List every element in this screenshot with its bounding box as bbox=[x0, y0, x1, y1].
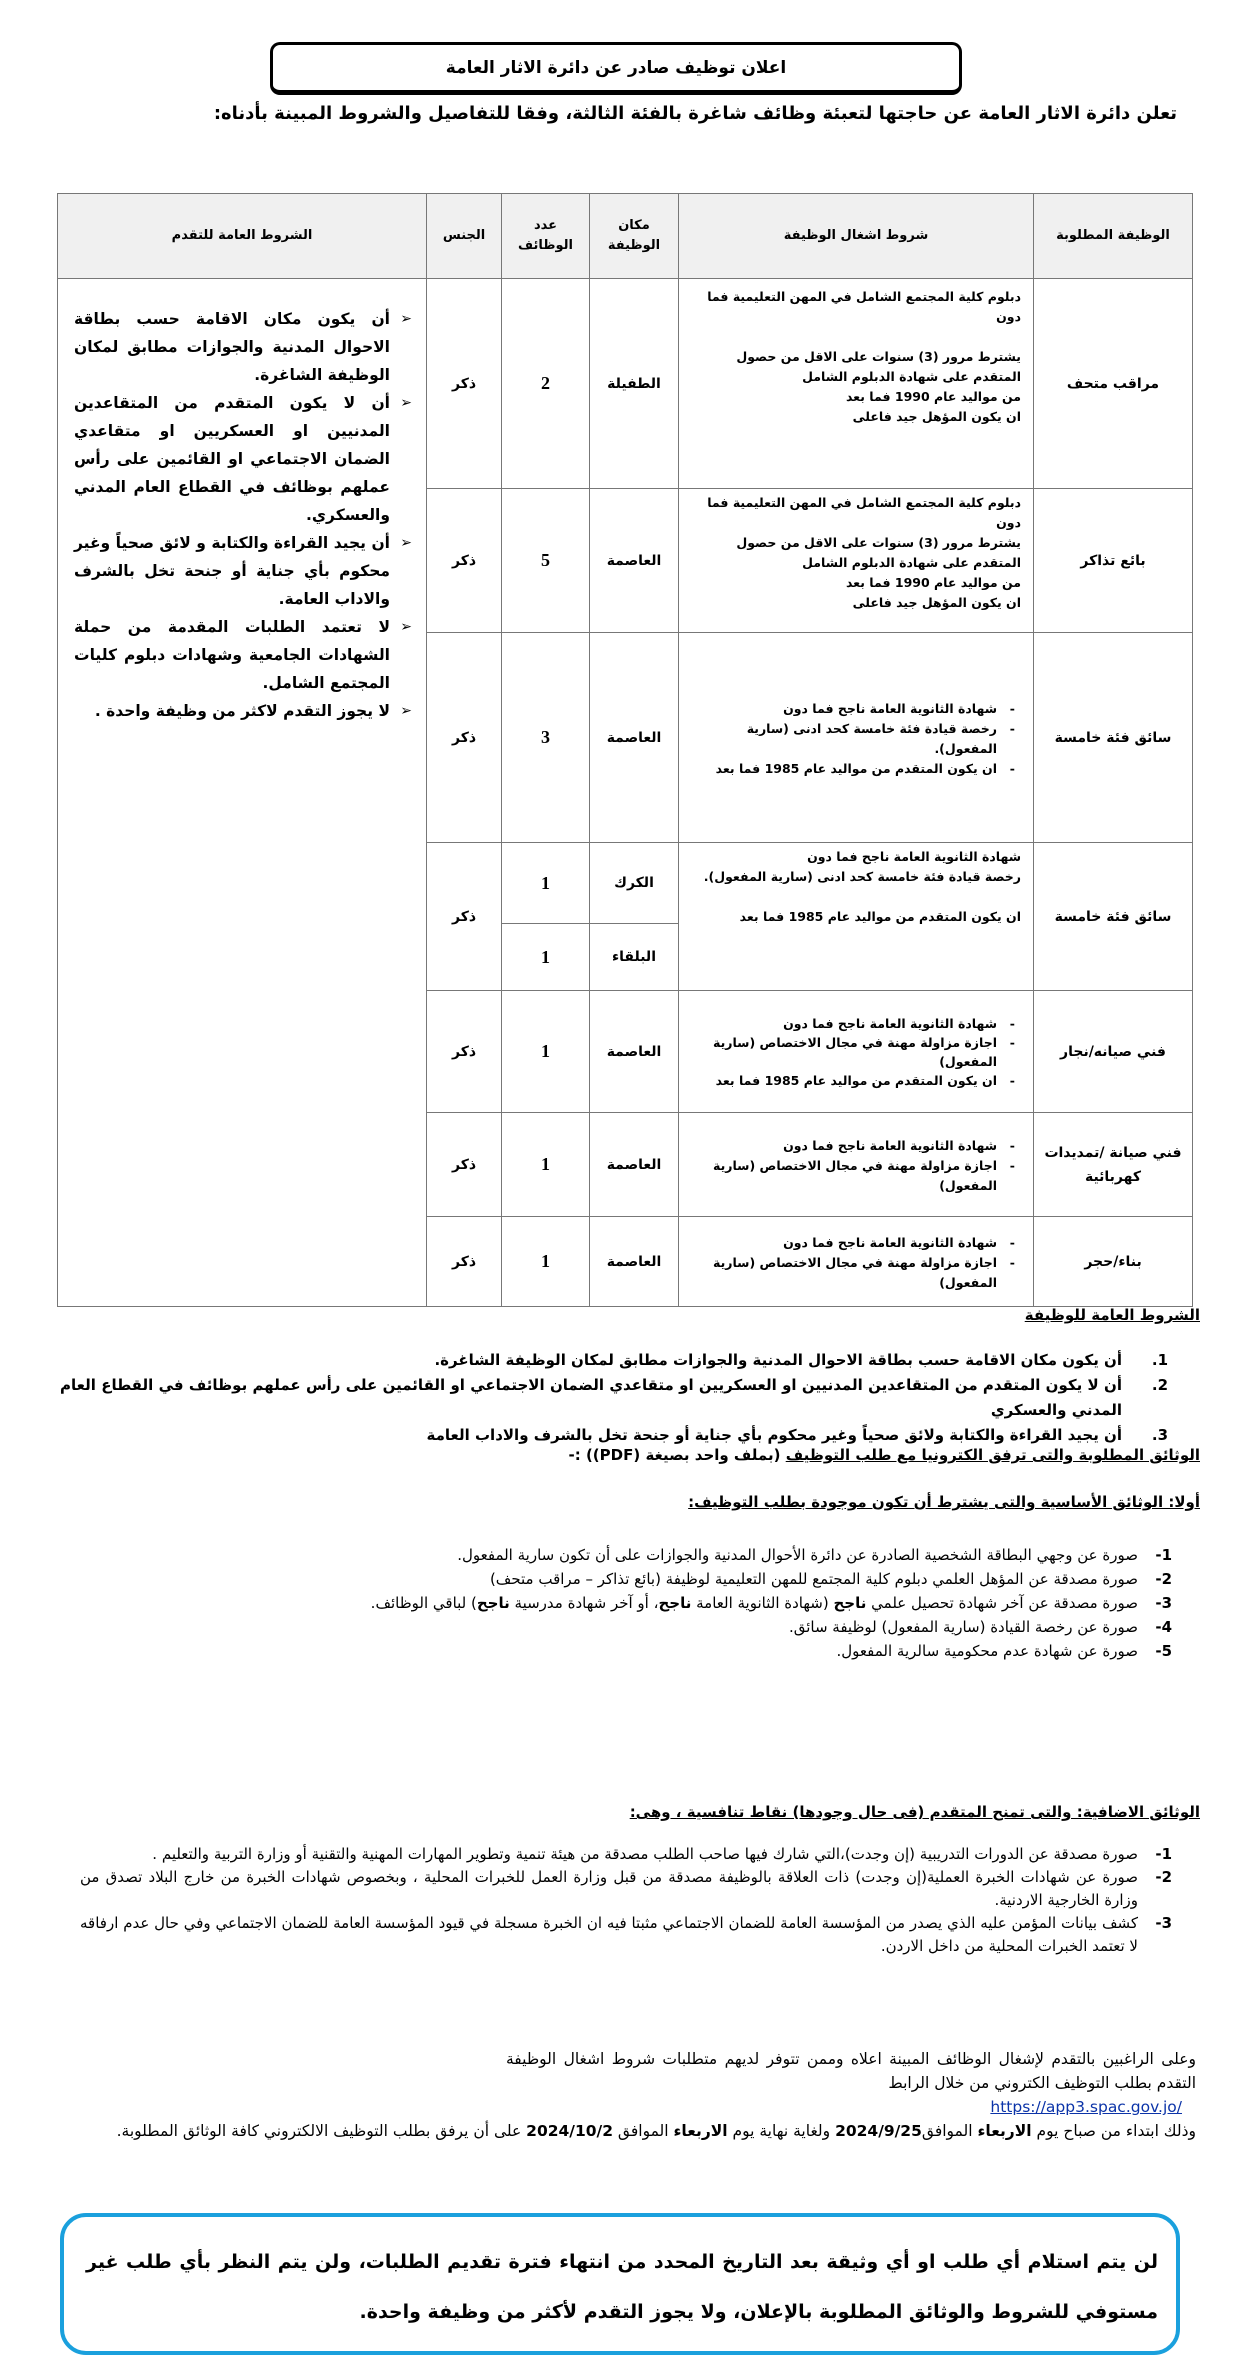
general-condition-text: أن يجيد القراءة والكتابة و لائق صحياً وغير محكوم بأي جناية أو جنحة تخل بالشرف والاداب العامة. bbox=[74, 534, 390, 608]
application-intro-text: وعلى الراغبين بالتقدم لإشغال الوظائف المبينة اعلاه وممن تتوفر لديهم متطلبات شروط اشغال الوظيفة التقدم بطلب التوظيف الكتروني من خلال الرابط bbox=[506, 2050, 1196, 2092]
list-item bbox=[60, 1348, 1200, 1373]
list-item-text: صورة مصدقة عن المؤهل العلمي دبلوم كلية المجتمع للمهن التعليمية لوظيفة (بائع تذاكر – مراقب متحف) bbox=[489, 1570, 1138, 1588]
job-place-cell: البلقاء bbox=[590, 924, 678, 990]
condition-line: من مواليد عام 1990 فما بعد bbox=[845, 575, 1021, 590]
application-link-row bbox=[90, 2095, 1196, 2119]
list-item bbox=[60, 1373, 1200, 1423]
condition-line: شهادة الثانوية العامة ناجح فما دون bbox=[783, 1234, 997, 1250]
general-conditions-cell bbox=[58, 279, 426, 1306]
arrow-bullet-icon bbox=[400, 389, 412, 417]
announcement-title: اعلان توظيف صادر عن دائرة الاثار العامة bbox=[445, 57, 787, 78]
header-count: عدد الوظائف bbox=[502, 194, 589, 278]
required-documents-heading bbox=[569, 1446, 1201, 1464]
dates-text: الموافق bbox=[613, 2122, 674, 2140]
condition-bullet-item bbox=[687, 1253, 1021, 1293]
list-number: 5- bbox=[1155, 1642, 1172, 1660]
arrow-bullet-icon bbox=[400, 613, 412, 641]
job-place-cell: الكرك bbox=[590, 843, 678, 923]
list-number: 3- bbox=[1155, 1594, 1172, 1612]
general-job-conditions-list bbox=[60, 1348, 1200, 1448]
dash-bullet-icon bbox=[1010, 699, 1015, 719]
job-count-cell: 5 bbox=[502, 489, 589, 632]
list-item bbox=[80, 1843, 1200, 1866]
job-place-cell: العاصمة bbox=[590, 1217, 678, 1306]
list-item-text: أن يكون مكان الاقامة حسب بطاقة الاحوال المدنية والجوازات مطابق لمكان الوظيفة الشاغرة. bbox=[434, 1351, 1122, 1369]
job-count-cell: 1 bbox=[502, 924, 589, 990]
condition-line: دبلوم كلية المجتمع الشامل في المهن التعليمية فما دون bbox=[707, 289, 1021, 324]
list-item bbox=[60, 1543, 1200, 1567]
list-item bbox=[60, 1567, 1200, 1591]
required-documents-format-note: (بملف واحد بصيغة (PDF)) :- bbox=[568, 1446, 786, 1464]
job-place-cell: العاصمة bbox=[590, 991, 678, 1112]
general-condition-item bbox=[74, 613, 412, 697]
list-item-text: صورة عن رخصة القيادة (سارية المفعول) لوظيفة سائق. bbox=[788, 1618, 1138, 1636]
list-item-text: ، أو آخر شهادة مدرسية bbox=[509, 1594, 659, 1612]
list-item bbox=[60, 1615, 1200, 1639]
dates-text: وذلك ابتداء من صباح يوم bbox=[1031, 2122, 1196, 2140]
condition-line: ان يكون المتقدم من مواليد عام 1985 فما بعد bbox=[739, 909, 1021, 924]
emphasis-passed: ناجح bbox=[476, 1594, 510, 1612]
header-gender: الجنس bbox=[427, 194, 501, 278]
list-number: 1. bbox=[1151, 1351, 1168, 1369]
job-count-cell: 1 bbox=[502, 1217, 589, 1306]
required-documents-title: الوثائق المطلوبة والتى ترفق الكترونيا مع طلب التوظيف bbox=[785, 1446, 1200, 1464]
list-item bbox=[60, 1639, 1200, 1663]
condition-line: يشترط مرور (3) سنوات على الاقل من حصول المتقدم على شهادة الدبلوم الشامل bbox=[736, 535, 1021, 570]
condition-line: اجازة مزاولة مهنة في مجال الاختصاص (سارية المفعول) bbox=[712, 1157, 997, 1193]
condition-bullet-item bbox=[687, 1156, 1021, 1196]
dates-text: الموافق bbox=[921, 2122, 978, 2140]
condition-line: دبلوم كلية المجتمع الشامل في المهن التعليمية فما دون bbox=[707, 495, 1021, 530]
dash-bullet-icon bbox=[1010, 719, 1015, 739]
header-general-conditions: الشروط العامة للتقدم bbox=[58, 194, 426, 278]
dates-text: على أن يرفق بطلب التوظيف الالكتروني كافة الوثائق المطلوبة. bbox=[116, 2122, 527, 2140]
start-day: الاربعاء bbox=[977, 2122, 1032, 2140]
job-place-cell: العاصمة bbox=[590, 489, 678, 632]
list-item-text: صورة مصدقة عن الدورات التدريبية (إن وجدت)،التي شارك فيها صاحب الطلب مصدقة من هيئة تنمية وتطوير المهارات المهنية والتقنية أو وزارة التربية والتعليم . bbox=[152, 1845, 1138, 1863]
condition-bullet-item bbox=[687, 699, 1021, 719]
condition-line: ان يكون المؤهل جيد فاعلى bbox=[852, 409, 1021, 424]
application-link[interactable]: https://app3.spac.gov.jo/ bbox=[990, 2098, 1182, 2116]
condition-bullet-item bbox=[687, 1136, 1021, 1156]
list-number: 1- bbox=[1155, 1845, 1172, 1863]
job-conditions-cell bbox=[679, 1113, 1033, 1216]
list-item-text: صورة عن شهادة عدم محكومية سالرية المفعول. bbox=[836, 1642, 1138, 1660]
job-title-cell: سائق فئة خامسة bbox=[1034, 633, 1192, 842]
list-item-text: صورة مصدقة عن آخر شهادة تحصيل علمي bbox=[866, 1594, 1138, 1612]
dash-bullet-icon bbox=[1010, 1014, 1015, 1033]
job-gender-cell: ذكر bbox=[427, 279, 501, 488]
job-conditions-cell bbox=[679, 1217, 1033, 1306]
emphasis-passed: ناجح bbox=[658, 1594, 692, 1612]
general-condition-item bbox=[74, 305, 412, 389]
job-count-cell: 1 bbox=[502, 843, 589, 923]
job-gender-cell: ذكر bbox=[427, 1217, 501, 1306]
job-place-cell: العاصمة bbox=[590, 1113, 678, 1216]
header-job: الوظيفة المطلوبة bbox=[1034, 194, 1192, 278]
additional-documents-heading: الوثائق الاضافية: والتى تمنح المتقدم (فى حال وجودها) نقاط تنافسية ، وهى: bbox=[629, 1803, 1200, 1821]
job-title-cell: مراقب متحف bbox=[1034, 279, 1192, 488]
condition-line: رخصة قيادة فئة خامسة كحد ادنى (سارية المفعول). bbox=[703, 869, 1021, 884]
additional-documents-list bbox=[80, 1843, 1200, 1958]
dates-text: ولغاية نهاية يوم bbox=[727, 2122, 836, 2140]
condition-line: اجازة مزاولة مهنة في مجال الاختصاص (سارية المفعول) bbox=[712, 1034, 997, 1069]
end-day: الاربعاء bbox=[673, 2122, 728, 2140]
general-condition-item bbox=[74, 697, 412, 725]
general-condition-text: أن يكون مكان الاقامة حسب بطاقة الاحوال المدنية والجوازات مطابق لمكان الوظيفة الشاغرة. bbox=[74, 310, 390, 384]
start-date: 2024/9/25 bbox=[835, 2122, 922, 2140]
condition-line: شهادة الثانوية العامة ناجح فما دون bbox=[807, 849, 1021, 864]
list-number: 3. bbox=[1151, 1426, 1168, 1444]
list-item-text: صورة عن وجهي البطاقة الشخصية الصادرة عن دائرة الأحوال المدنية والجوازات على أن تكون سارية المفعول. bbox=[457, 1546, 1138, 1564]
deadline-notice-box bbox=[60, 2213, 1180, 2355]
condition-line: ان يكون المتقدم من مواليد عام 1985 فما بعد bbox=[715, 1072, 997, 1088]
condition-line: شهادة الثانوية العامة ناجح فما دون bbox=[783, 1137, 997, 1153]
general-condition-item bbox=[74, 389, 412, 529]
dash-bullet-icon bbox=[1010, 1253, 1015, 1273]
job-count-cell: 1 bbox=[502, 1113, 589, 1216]
general-condition-item bbox=[74, 529, 412, 613]
job-count-cell: 3 bbox=[502, 633, 589, 842]
condition-bullet-item bbox=[687, 1233, 1021, 1253]
list-number: 2- bbox=[1155, 1868, 1172, 1886]
list-item-text: أن لا يكون المتقدم من المتقاعدين المدنيين او العسكريين او متقاعدي الضمان الاجتماعي او القائمين على رأس عملهم بوظائف في القطاع العام المدني والعسكري bbox=[60, 1376, 1122, 1419]
basic-documents-heading: أولا: الوثائق الأساسية والتى يشترط أن تكون موجودة بطلب التوظيف: bbox=[688, 1493, 1200, 1511]
basic-documents-list bbox=[60, 1543, 1200, 1663]
condition-bullet-item bbox=[687, 719, 1021, 759]
jobs-table bbox=[57, 193, 1193, 1307]
condition-line: ان يكون المتقدم من مواليد عام 1985 فما بعد bbox=[715, 760, 997, 776]
condition-line: من مواليد عام 1990 فما بعد bbox=[845, 389, 1021, 404]
job-conditions-cell bbox=[679, 843, 1033, 990]
list-number: 1- bbox=[1155, 1546, 1172, 1564]
spacer bbox=[687, 327, 1021, 347]
list-number: 3- bbox=[1155, 1914, 1172, 1932]
list-item-text: أن يجيد القراءة والكتابة ولائق صحياً وغير محكوم بأي جناية أو جنحة تخل بالشرف والاداب العامة bbox=[426, 1426, 1122, 1444]
job-title-cell: بائع تذاكر bbox=[1034, 489, 1192, 632]
list-item bbox=[80, 1866, 1200, 1912]
job-gender-cell: ذكر bbox=[427, 991, 501, 1112]
arrow-bullet-icon bbox=[400, 305, 412, 333]
list-item bbox=[80, 1912, 1200, 1958]
announcement-intro: تعلن دائرة الاثار العامة عن حاجتها لتعبئة وظائف شاغرة بالفئة الثالثة، وفقا للتفاصيل والشروط المبينة بأدناه: bbox=[213, 103, 1177, 124]
list-item bbox=[60, 1591, 1200, 1615]
job-gender-cell: ذكر bbox=[427, 489, 501, 632]
dash-bullet-icon bbox=[1010, 1233, 1015, 1253]
condition-line: رخصة قيادة فئة خامسة كحد ادنى (سارية المفعول). bbox=[746, 720, 997, 756]
job-gender-cell: ذكر bbox=[427, 1113, 501, 1216]
job-title-cell: سائق فئة خامسة bbox=[1034, 843, 1192, 990]
job-title-cell: بناء/حجر bbox=[1034, 1217, 1192, 1306]
header-conditions: شروط اشغال الوظيفة bbox=[679, 194, 1033, 278]
list-item bbox=[60, 1423, 1200, 1448]
dash-bullet-icon bbox=[1010, 1156, 1015, 1176]
list-number: 4- bbox=[1155, 1618, 1172, 1636]
condition-line: يشترط مرور (3) سنوات على الاقل من حصول المتقدم على شهادة الدبلوم الشامل bbox=[736, 349, 1021, 384]
list-item-text: (شهادة الثانوية العامة bbox=[691, 1594, 834, 1612]
job-count-cell: 1 bbox=[502, 991, 589, 1112]
job-count-cell: 2 bbox=[502, 279, 589, 488]
arrow-bullet-icon bbox=[400, 697, 412, 725]
emphasis-passed: ناجح bbox=[833, 1594, 867, 1612]
job-conditions-cell bbox=[679, 633, 1033, 842]
job-title-cell: فني صيانه/نجار bbox=[1034, 991, 1192, 1112]
end-date: 2024/10/2 bbox=[526, 2122, 613, 2140]
dash-bullet-icon bbox=[1010, 1136, 1015, 1156]
condition-bullet-item bbox=[687, 1014, 1021, 1033]
condition-bullet-item bbox=[687, 759, 1021, 779]
dash-bullet-icon bbox=[1010, 1033, 1015, 1052]
job-conditions-cell bbox=[679, 489, 1033, 632]
list-item-text: صورة عن شهادات الخبرة العملية(إن وجدت) ذات العلاقة بالوظيفة مصدقة من قبل وزارة العمل للخبرات المحلية ، وبخصوص شهادات الخبرة من خارج البلاد تصدق من وزارة الخارجية الاردنية. bbox=[80, 1868, 1138, 1909]
job-conditions-cell bbox=[679, 279, 1033, 488]
list-item-text: كشف بيانات المؤمن عليه الذي يصدر من المؤسسة العامة للضمان الاجتماعي مثبتا فيه ان الخبرة مسجلة في قيود المؤسسة العامة للضمان الاجتماعي وفي حال عدم ارفاقه لا تعتمد الخبرات المحلية من داخل الاردن. bbox=[80, 1914, 1138, 1955]
job-gender-cell: ذكر bbox=[427, 843, 501, 990]
application-dates-text bbox=[90, 2119, 1196, 2143]
condition-line: شهادة الثانوية العامة ناجح فما دون bbox=[783, 700, 997, 716]
condition-bullet-item bbox=[687, 1033, 1021, 1071]
header-place: مكان الوظيفة bbox=[590, 194, 678, 278]
condition-line: اجازة مزاولة مهنة في مجال الاختصاص (سارية المفعول) bbox=[712, 1254, 997, 1290]
arrow-bullet-icon bbox=[400, 529, 412, 557]
job-title-cell: فني صيانة /تمديدات كهربائية bbox=[1034, 1113, 1192, 1216]
job-place-cell: الطفيلة bbox=[590, 279, 678, 488]
dash-bullet-icon bbox=[1010, 759, 1015, 779]
condition-line: شهادة الثانوية العامة ناجح فما دون bbox=[783, 1015, 997, 1031]
list-number: 2. bbox=[1151, 1376, 1168, 1394]
general-condition-text: لا تعتمد الطلبات المقدمة من حملة الشهادات الجامعية وشهادات دبلوم كليات المجتمع الشامل. bbox=[74, 618, 390, 692]
general-condition-text: أن لا يكون المتقدم من المتقاعدين المدنيين او العسكريين او متقاعدي الضمان الاجتماعي او القائمين على رأس عملهم بوظائف في القطاع العام المدني والعسكري. bbox=[74, 394, 390, 524]
list-item-text: ) لباقي الوظائف. bbox=[370, 1594, 477, 1612]
condition-bullet-item bbox=[687, 1071, 1021, 1090]
list-number: 2- bbox=[1155, 1570, 1172, 1588]
spacer bbox=[687, 887, 1021, 907]
job-place-cell: العاصمة bbox=[590, 633, 678, 842]
announcement-title-box bbox=[270, 42, 962, 95]
condition-line: ان يكون المؤهل جيد فاعلى bbox=[852, 595, 1021, 610]
dash-bullet-icon bbox=[1010, 1071, 1015, 1090]
general-condition-text: لا يجوز التقدم لاكثر من وظيفة واحدة . bbox=[94, 702, 390, 720]
job-conditions-cell bbox=[679, 991, 1033, 1112]
application-instructions bbox=[90, 2047, 1196, 2143]
deadline-notice-text: لن يتم استلام أي طلب او أي وثيقة بعد التاريخ المحدد من انتهاء فترة تقديم الطلبات، ولن يتم النظر بأي طلب غير مستوفي للشروط والوثائق المطلوبة بالإعلان، ولا يجوز التقدم لأكثر من وظيفة واحدة. bbox=[86, 2251, 1158, 2323]
general-job-conditions-heading: الشروط العامة للوظيفة bbox=[1024, 1306, 1200, 1324]
job-gender-cell: ذكر bbox=[427, 633, 501, 842]
